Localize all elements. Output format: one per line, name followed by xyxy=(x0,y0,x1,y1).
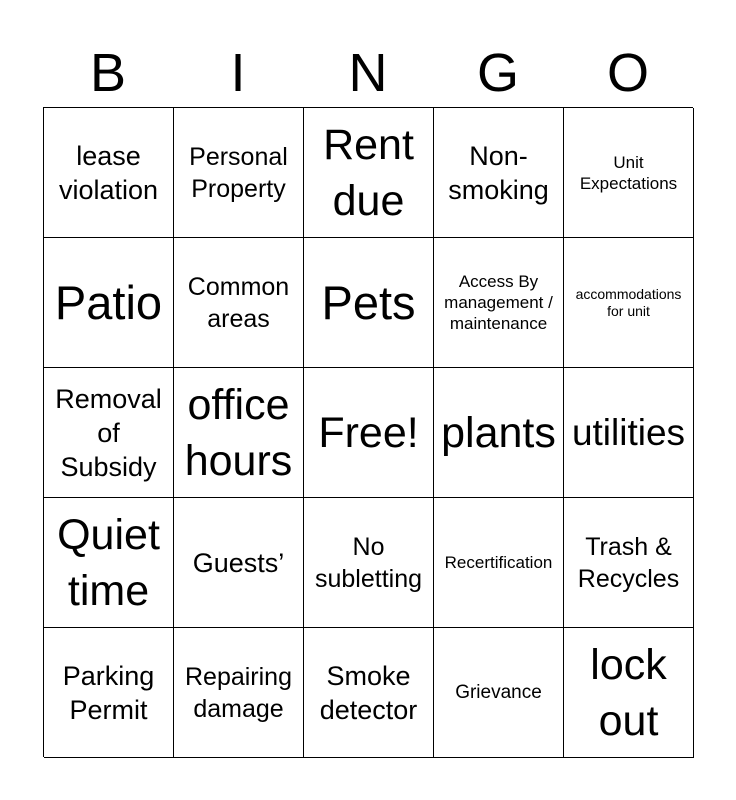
cell-text: plants xyxy=(441,408,556,457)
bingo-cell[interactable] xyxy=(564,368,694,498)
cell-text: Access By management / maintenance xyxy=(444,272,553,333)
bingo-cell[interactable] xyxy=(44,238,174,368)
bingo-header xyxy=(43,38,693,108)
cell-text: lease violation xyxy=(58,140,159,205)
bingo-cell[interactable] xyxy=(564,108,694,238)
cell-text: Pets xyxy=(321,275,416,329)
cell-text: Repairing damage xyxy=(184,662,292,723)
header-letter-b: B xyxy=(89,43,127,103)
bingo-cell[interactable] xyxy=(434,108,564,238)
bingo-cell[interactable] xyxy=(44,368,174,498)
cell-text: Grievance xyxy=(455,681,542,703)
bingo-cell[interactable] xyxy=(304,238,434,368)
bingo-cell[interactable] xyxy=(564,498,694,628)
bingo-cell[interactable] xyxy=(304,498,434,628)
header-letter-i: I xyxy=(230,43,246,103)
header-letter-o: O xyxy=(606,43,649,103)
cell-text: Common areas xyxy=(187,272,290,333)
bingo-cell[interactable] xyxy=(174,108,304,238)
cell-text: accommodations for unit xyxy=(575,285,682,319)
cell-text: Parking Permit xyxy=(62,660,155,725)
bingo-cell[interactable] xyxy=(44,628,174,758)
cell-text: Patio xyxy=(54,275,163,329)
cell-text: Recertification xyxy=(444,553,553,572)
bingo-cell[interactable] xyxy=(44,108,174,238)
cell-text: Personal Property xyxy=(189,142,288,203)
bingo-cell[interactable] xyxy=(304,628,434,758)
cell-text: Free! xyxy=(318,408,419,457)
cell-text: Removal of Subsidy xyxy=(55,383,162,482)
bingo-cell[interactable] xyxy=(434,238,564,368)
cell-text: Guests’ xyxy=(192,547,285,578)
cell-text: Smoke detector xyxy=(319,660,418,725)
header-letter-n: N xyxy=(348,43,388,103)
cell-text: Non-smoking xyxy=(448,140,549,205)
bingo-grid xyxy=(43,107,693,757)
bingo-cell[interactable] xyxy=(564,628,694,758)
bingo-cell[interactable] xyxy=(174,238,304,368)
bingo-cell[interactable] xyxy=(434,368,564,498)
bingo-cell[interactable] xyxy=(304,108,434,238)
bingo-cell[interactable] xyxy=(174,628,304,758)
cell-text: office hours xyxy=(184,380,293,485)
bingo-cell[interactable] xyxy=(174,368,304,498)
cell-text: Unit Expectations xyxy=(579,152,678,193)
cell-text: utilities xyxy=(571,411,686,453)
bingo-cell[interactable] xyxy=(564,238,694,368)
cell-text: No subletting xyxy=(314,532,423,593)
bingo-cell[interactable] xyxy=(174,498,304,628)
header-letter-g: G xyxy=(476,43,519,103)
cell-text: Quiet time xyxy=(57,510,160,615)
cell-text: lock out xyxy=(590,640,667,745)
bingo-cell[interactable] xyxy=(434,498,564,628)
cell-text: Trash & Recycles xyxy=(577,532,680,593)
bingo-cell[interactable] xyxy=(434,628,564,758)
cell-text: Rent due xyxy=(323,120,414,225)
bingo-cell[interactable] xyxy=(44,498,174,628)
bingo-cell[interactable] xyxy=(304,368,434,498)
